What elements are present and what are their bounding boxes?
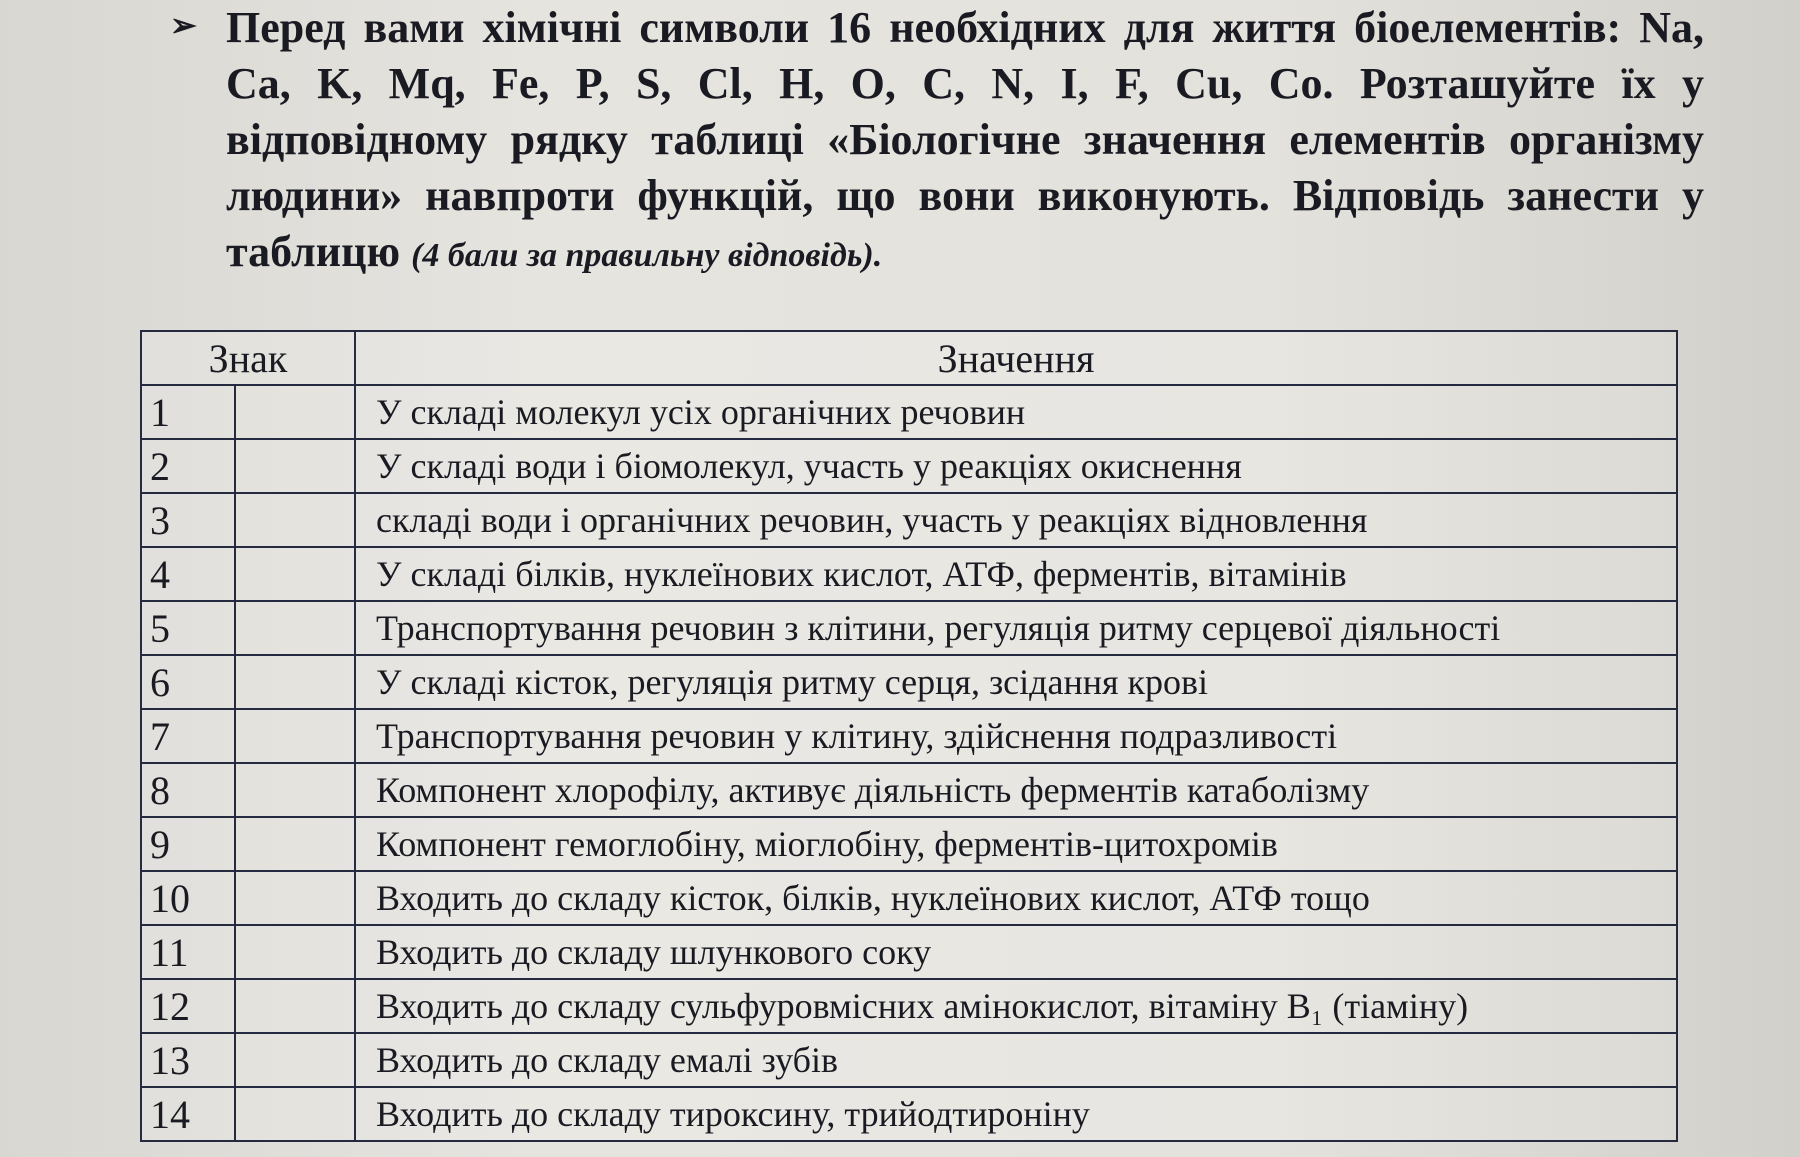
- symbol-answer-cell[interactable]: [235, 601, 355, 655]
- symbol-answer-cell[interactable]: [235, 871, 355, 925]
- symbol-answer-cell[interactable]: [235, 709, 355, 763]
- meaning-cell: Транспортування речовин з клітини, регуляція ритму серцевої діяльності: [355, 601, 1677, 655]
- symbol-answer-cell[interactable]: [235, 763, 355, 817]
- meaning-cell: Входить до складу емалі зубів: [355, 1033, 1677, 1087]
- row-number: 5: [141, 601, 235, 655]
- symbol-answer-cell[interactable]: [235, 1087, 355, 1141]
- table-row: [141, 547, 1677, 601]
- row-number: 3: [141, 493, 235, 547]
- task-paragraph: [170, 0, 1704, 280]
- task-line-5-text: таблицю: [226, 227, 401, 276]
- table-header-row: [141, 331, 1677, 385]
- symbol-answer-cell[interactable]: [235, 979, 355, 1033]
- table-row: [141, 871, 1677, 925]
- symbol-answer-cell[interactable]: [235, 817, 355, 871]
- task-line-2: Ca, K, Mq, Fe, P, S, Cl, H, O, C, N, I, F, Cu, Co. Розташуйте їх у: [226, 59, 1704, 108]
- table-row: [141, 493, 1677, 547]
- symbol-answer-cell[interactable]: [235, 439, 355, 493]
- symbol-answer-cell[interactable]: [235, 655, 355, 709]
- meaning-cell: Входить до складу шлункового соку: [355, 925, 1677, 979]
- meaning-cell: Входить до складу кісток, білків, нуклеїнових кислот, АТФ тощо: [355, 871, 1677, 925]
- meaning-cell: У складі білків, нуклеїнових кислот, АТФ, ферментів, вітамінів: [355, 547, 1677, 601]
- meaning-cell: складі води і органічних речовин, участь у реакціях відновлення: [355, 493, 1677, 547]
- row-number: 8: [141, 763, 235, 817]
- symbol-answer-cell[interactable]: [235, 493, 355, 547]
- symbol-answer-cell[interactable]: [235, 385, 355, 439]
- row-number: 9: [141, 817, 235, 871]
- table-row: [141, 1033, 1677, 1087]
- table-row: [141, 817, 1677, 871]
- meaning-cell: Входить до складу тироксину, трийодтироніну: [355, 1087, 1677, 1141]
- row-number: 14: [141, 1087, 235, 1141]
- symbol-answer-cell[interactable]: [235, 925, 355, 979]
- score-note: (4 бали за правильну відповідь).: [411, 237, 883, 274]
- symbol-answer-cell[interactable]: [235, 547, 355, 601]
- meaning-cell: У складі води і біомолекул, участь у реакціях окиснення: [355, 439, 1677, 493]
- table-row: [141, 925, 1677, 979]
- table-row: [141, 709, 1677, 763]
- task-line-1: Перед вами хімічні символи 16 необхідних для життя біоелементів: Na,: [226, 3, 1704, 52]
- table-row: [141, 763, 1677, 817]
- symbol-answer-cell[interactable]: [235, 1033, 355, 1087]
- bioelements-table: [140, 330, 1678, 1142]
- row-number: 13: [141, 1033, 235, 1087]
- table-row: [141, 601, 1677, 655]
- task-line-4: людини» навпроти функцій, що вони виконують. Відповідь занести у: [226, 171, 1704, 220]
- table-row: [141, 385, 1677, 439]
- row-number: 7: [141, 709, 235, 763]
- row-number: 12: [141, 979, 235, 1033]
- row-number: 1: [141, 385, 235, 439]
- table-row: [141, 655, 1677, 709]
- row-number: 2: [141, 439, 235, 493]
- bullet-arrow-icon: ➢: [170, 7, 197, 43]
- row-number: 10: [141, 871, 235, 925]
- table-body: [141, 385, 1677, 1141]
- meaning-cell: Компонент гемоглобіну, міоглобіну, ферментів-цитохромів: [355, 817, 1677, 871]
- table-row: [141, 979, 1677, 1033]
- row-number: 11: [141, 925, 235, 979]
- meaning-cell: У складі кісток, регуляція ритму серця, зсідання крові: [355, 655, 1677, 709]
- task-line-5: [226, 224, 1704, 280]
- meaning-cell: Компонент хлорофілу, активує діяльність ферментів катаболізму: [355, 763, 1677, 817]
- meaning-cell: Транспортування речовин у клітину, здійснення подразливості: [355, 709, 1677, 763]
- table-row: [141, 1087, 1677, 1141]
- table-row: [141, 439, 1677, 493]
- meaning-cell: У складі молекул усіх органічних речовин: [355, 385, 1677, 439]
- row-number: 6: [141, 655, 235, 709]
- meaning-cell: Входить до складу сульфуровмісних амінокислот, вітаміну В₁ (тіаміну): [355, 979, 1677, 1033]
- task-line-3: відповідному рядку таблиці «Біологічне значення елементів організму: [226, 115, 1704, 164]
- header-sign: Знак: [141, 331, 355, 385]
- row-number: 4: [141, 547, 235, 601]
- header-meaning: Значення: [355, 331, 1677, 385]
